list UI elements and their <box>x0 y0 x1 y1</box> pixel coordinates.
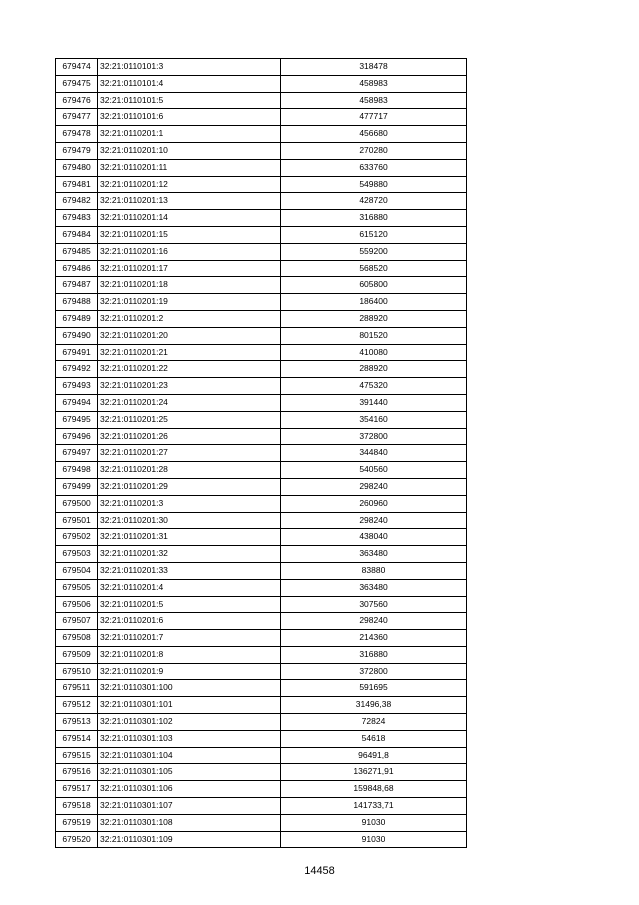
row-number-cell: 679481 <box>56 176 98 193</box>
table-row <box>56 798 467 815</box>
table-row <box>56 428 467 445</box>
cadastral-number-cell: 32:21:0110201:30 <box>98 512 281 529</box>
row-number-cell: 679520 <box>56 831 98 848</box>
row-number-cell: 679512 <box>56 697 98 714</box>
table-row <box>56 109 467 126</box>
table-row <box>56 546 467 563</box>
table-row <box>56 562 467 579</box>
table-row <box>56 814 467 831</box>
table-row <box>56 680 467 697</box>
cadastral-number-cell: 32:21:0110201:26 <box>98 428 281 445</box>
row-number-cell: 679509 <box>56 646 98 663</box>
row-number-cell: 679492 <box>56 361 98 378</box>
table-row <box>56 193 467 210</box>
row-number-cell: 679501 <box>56 512 98 529</box>
row-number-cell: 679489 <box>56 310 98 327</box>
table-row <box>56 159 467 176</box>
row-number-cell: 679502 <box>56 529 98 546</box>
cadastral-value-cell: 159848,68 <box>281 781 467 798</box>
table-row <box>56 92 467 109</box>
table-row <box>56 831 467 848</box>
table-row <box>56 260 467 277</box>
table-row <box>56 59 467 76</box>
cadastral-value-cell: 438040 <box>281 529 467 546</box>
row-number-cell: 679477 <box>56 109 98 126</box>
cadastral-number-cell: 32:21:0110301:101 <box>98 697 281 714</box>
cadastral-value-cell: 354160 <box>281 411 467 428</box>
cadastral-number-cell: 32:21:0110201:3 <box>98 495 281 512</box>
cadastral-value-cell: 141733,71 <box>281 798 467 815</box>
cadastral-value-cell: 318478 <box>281 59 467 76</box>
row-number-cell: 679482 <box>56 193 98 210</box>
cadastral-value-cell: 540560 <box>281 462 467 479</box>
cadastral-number-cell: 32:21:0110201:15 <box>98 226 281 243</box>
cadastral-value-cell: 363480 <box>281 546 467 563</box>
row-number-cell: 679510 <box>56 663 98 680</box>
cadastral-value-cell: 214360 <box>281 630 467 647</box>
cadastral-value-cell: 477717 <box>281 109 467 126</box>
cadastral-number-cell: 32:21:0110101:3 <box>98 59 281 76</box>
row-number-cell: 679487 <box>56 277 98 294</box>
cadastral-number-cell: 32:21:0110301:103 <box>98 730 281 747</box>
row-number-cell: 679485 <box>56 243 98 260</box>
cadastral-number-cell: 32:21:0110301:108 <box>98 814 281 831</box>
row-number-cell: 679511 <box>56 680 98 697</box>
cadastral-number-cell: 32:21:0110201:7 <box>98 630 281 647</box>
cadastral-value-cell: 288920 <box>281 310 467 327</box>
cadastral-number-cell: 32:21:0110301:102 <box>98 714 281 731</box>
cadastral-value-cell: 615120 <box>281 226 467 243</box>
cadastral-number-cell: 32:21:0110201:27 <box>98 445 281 462</box>
cadastral-value-cell: 559200 <box>281 243 467 260</box>
row-number-cell: 679496 <box>56 428 98 445</box>
table-row <box>56 478 467 495</box>
cadastral-value-cell: 605800 <box>281 277 467 294</box>
cadastral-number-cell: 32:21:0110201:31 <box>98 529 281 546</box>
cadastral-value-cell: 96491,8 <box>281 747 467 764</box>
table-row <box>56 394 467 411</box>
table-row <box>56 714 467 731</box>
table-row <box>56 579 467 596</box>
cadastral-value-cell: 428720 <box>281 193 467 210</box>
row-number-cell: 679513 <box>56 714 98 731</box>
row-number-cell: 679497 <box>56 445 98 462</box>
cadastral-number-cell: 32:21:0110201:24 <box>98 394 281 411</box>
row-number-cell: 679519 <box>56 814 98 831</box>
cadastral-number-cell: 32:21:0110101:4 <box>98 75 281 92</box>
cadastral-number-cell: 32:21:0110201:9 <box>98 663 281 680</box>
row-number-cell: 679500 <box>56 495 98 512</box>
cadastral-number-cell: 32:21:0110201:20 <box>98 327 281 344</box>
table-row <box>56 327 467 344</box>
cadastral-value-cell: 270280 <box>281 142 467 159</box>
cadastral-value-cell: 298240 <box>281 613 467 630</box>
cadastral-number-cell: 32:21:0110201:2 <box>98 310 281 327</box>
cadastral-number-cell: 32:21:0110201:25 <box>98 411 281 428</box>
row-number-cell: 679484 <box>56 226 98 243</box>
cadastral-value-cell: 458983 <box>281 75 467 92</box>
table-row <box>56 294 467 311</box>
cadastral-value-cell: 801520 <box>281 327 467 344</box>
row-number-cell: 679508 <box>56 630 98 647</box>
cadastral-number-cell: 32:21:0110301:100 <box>98 680 281 697</box>
table-row <box>56 445 467 462</box>
cadastral-number-cell: 32:21:0110201:1 <box>98 126 281 143</box>
cadastral-number-cell: 32:21:0110201:13 <box>98 193 281 210</box>
cadastral-value-cell: 475320 <box>281 378 467 395</box>
cadastral-value-cell: 591695 <box>281 680 467 697</box>
cadastral-number-cell: 32:21:0110201:19 <box>98 294 281 311</box>
cadastral-value-cell: 372800 <box>281 663 467 680</box>
table-row <box>56 411 467 428</box>
table-row <box>56 176 467 193</box>
table-row <box>56 512 467 529</box>
cadastral-value-cell: 372800 <box>281 428 467 445</box>
cadastral-number-cell: 32:21:0110201:4 <box>98 579 281 596</box>
cadastral-value-cell: 298240 <box>281 512 467 529</box>
table-row <box>56 378 467 395</box>
cadastral-number-cell: 32:21:0110201:21 <box>98 344 281 361</box>
table-body <box>56 59 467 848</box>
cadastral-value-cell: 316880 <box>281 646 467 663</box>
table-row <box>56 344 467 361</box>
row-number-cell: 679498 <box>56 462 98 479</box>
cadastral-number-cell: 32:21:0110101:6 <box>98 109 281 126</box>
cadastral-number-cell: 32:21:0110301:107 <box>98 798 281 815</box>
table-row <box>56 529 467 546</box>
cadastral-value-cell: 568520 <box>281 260 467 277</box>
cadastral-value-cell: 633760 <box>281 159 467 176</box>
cadastral-value-cell: 410080 <box>281 344 467 361</box>
row-number-cell: 679507 <box>56 613 98 630</box>
cadastral-value-cell: 91030 <box>281 831 467 848</box>
cadastral-number-cell: 32:21:0110201:17 <box>98 260 281 277</box>
table-row <box>56 310 467 327</box>
cadastral-number-cell: 32:21:0110201:33 <box>98 562 281 579</box>
cadastral-value-cell: 31496,38 <box>281 697 467 714</box>
cadastral-number-cell: 32:21:0110201:6 <box>98 613 281 630</box>
cadastral-number-cell: 32:21:0110201:23 <box>98 378 281 395</box>
table-row <box>56 663 467 680</box>
cadastral-value-cell: 458983 <box>281 92 467 109</box>
cadastral-value-cell: 549880 <box>281 176 467 193</box>
table-row <box>56 210 467 227</box>
table-row <box>56 781 467 798</box>
row-number-cell: 679515 <box>56 747 98 764</box>
row-number-cell: 679488 <box>56 294 98 311</box>
row-number-cell: 679505 <box>56 579 98 596</box>
table-row <box>56 462 467 479</box>
cadastral-value-cell: 54618 <box>281 730 467 747</box>
row-number-cell: 679518 <box>56 798 98 815</box>
cadastral-number-cell: 32:21:0110201:14 <box>98 210 281 227</box>
row-number-cell: 679486 <box>56 260 98 277</box>
row-number-cell: 679493 <box>56 378 98 395</box>
row-number-cell: 679483 <box>56 210 98 227</box>
cadastral-number-cell: 32:21:0110101:5 <box>98 92 281 109</box>
cadastral-value-cell: 456680 <box>281 126 467 143</box>
row-number-cell: 679478 <box>56 126 98 143</box>
cadastral-value-cell: 344840 <box>281 445 467 462</box>
table-row <box>56 747 467 764</box>
row-number-cell: 679494 <box>56 394 98 411</box>
cadastral-value-table <box>55 58 467 848</box>
table-row <box>56 126 467 143</box>
row-number-cell: 679480 <box>56 159 98 176</box>
row-number-cell: 679490 <box>56 327 98 344</box>
cadastral-number-cell: 32:21:0110301:106 <box>98 781 281 798</box>
row-number-cell: 679476 <box>56 92 98 109</box>
row-number-cell: 679495 <box>56 411 98 428</box>
cadastral-value-cell: 83880 <box>281 562 467 579</box>
page-number: 14458 <box>304 865 335 877</box>
cadastral-number-cell: 32:21:0110201:18 <box>98 277 281 294</box>
cadastral-value-cell: 363480 <box>281 579 467 596</box>
table-row <box>56 630 467 647</box>
table-row <box>56 75 467 92</box>
table-row <box>56 243 467 260</box>
cadastral-value-cell: 72824 <box>281 714 467 731</box>
cadastral-value-cell: 136271,91 <box>281 764 467 781</box>
table-row <box>56 697 467 714</box>
cadastral-value-cell: 391440 <box>281 394 467 411</box>
cadastral-value-cell: 316880 <box>281 210 467 227</box>
row-number-cell: 679499 <box>56 478 98 495</box>
table-row <box>56 226 467 243</box>
cadastral-value-cell: 288920 <box>281 361 467 378</box>
cadastral-number-cell: 32:21:0110301:109 <box>98 831 281 848</box>
table-row <box>56 764 467 781</box>
cadastral-value-cell: 186400 <box>281 294 467 311</box>
table-row <box>56 646 467 663</box>
cadastral-value-cell: 307560 <box>281 596 467 613</box>
row-number-cell: 679474 <box>56 59 98 76</box>
cadastral-value-cell: 91030 <box>281 814 467 831</box>
table-row <box>56 361 467 378</box>
cadastral-number-cell: 32:21:0110201:10 <box>98 142 281 159</box>
row-number-cell: 679491 <box>56 344 98 361</box>
table-row <box>56 277 467 294</box>
row-number-cell: 679503 <box>56 546 98 563</box>
row-number-cell: 679516 <box>56 764 98 781</box>
table-row <box>56 142 467 159</box>
cadastral-value-cell: 260960 <box>281 495 467 512</box>
table-row <box>56 613 467 630</box>
cadastral-number-cell: 32:21:0110201:16 <box>98 243 281 260</box>
row-number-cell: 679514 <box>56 730 98 747</box>
cadastral-number-cell: 32:21:0110201:29 <box>98 478 281 495</box>
row-number-cell: 679504 <box>56 562 98 579</box>
cadastral-number-cell: 32:21:0110201:5 <box>98 596 281 613</box>
row-number-cell: 679506 <box>56 596 98 613</box>
cadastral-number-cell: 32:21:0110201:22 <box>98 361 281 378</box>
table-row <box>56 596 467 613</box>
cadastral-number-cell: 32:21:0110201:28 <box>98 462 281 479</box>
cadastral-number-cell: 32:21:0110201:12 <box>98 176 281 193</box>
cadastral-value-cell: 298240 <box>281 478 467 495</box>
row-number-cell: 679517 <box>56 781 98 798</box>
cadastral-number-cell: 32:21:0110301:105 <box>98 764 281 781</box>
row-number-cell: 679475 <box>56 75 98 92</box>
cadastral-number-cell: 32:21:0110201:11 <box>98 159 281 176</box>
cadastral-number-cell: 32:21:0110201:8 <box>98 646 281 663</box>
row-number-cell: 679479 <box>56 142 98 159</box>
table-row <box>56 495 467 512</box>
cadastral-number-cell: 32:21:0110201:32 <box>98 546 281 563</box>
table-row <box>56 730 467 747</box>
cadastral-number-cell: 32:21:0110301:104 <box>98 747 281 764</box>
